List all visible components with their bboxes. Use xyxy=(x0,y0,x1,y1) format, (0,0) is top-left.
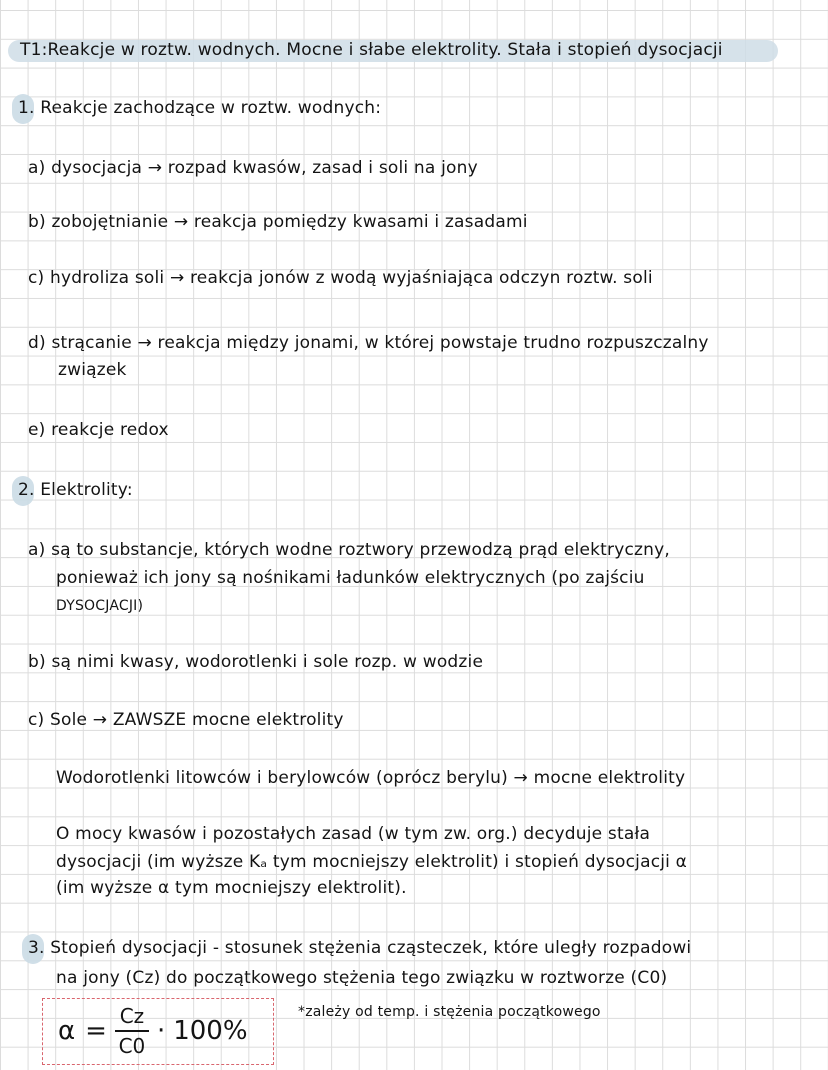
list-item: c) Sole → ZAWSZE mocne elektrolity xyxy=(28,710,344,730)
list-item: b) są nimi kwasy, wodorotlenki i sole rozp. w wodzie xyxy=(28,652,484,672)
formula-times: · xyxy=(156,1015,166,1046)
list-item: d) strącanie → reakcja między jonami, w której powstaje trudno rozpuszczalny xyxy=(28,333,709,353)
section-3-heading-continuation: na jony (Cz) do początkowego stężenia tego związku w roztworze (C0) xyxy=(56,968,668,988)
page-title: T1:Reakcje w roztw. wodnych. Mocne i słabe elektrolity. Stała i stopień dysocjacji xyxy=(20,40,723,60)
list-item: c) hydroliza soli → reakcja jonów z wodą wyjaśniająca odczyn roztw. soli xyxy=(28,268,653,288)
formula-numerator: Cz xyxy=(119,1004,145,1028)
formula-fraction xyxy=(115,1004,149,1058)
list-item: b) zobojętnianie → reakcja pomiędzy kwasami i zasadami xyxy=(28,212,528,232)
list-item: a) dysocjacja → rozpad kwasów, zasad i soli na jony xyxy=(28,158,478,178)
section-2-heading: 2. Elektrolity: xyxy=(18,480,133,500)
paragraph-line: Wodorotlenki litowców i berylowców (oprócz berylu) → mocne elektrolity xyxy=(56,768,686,788)
formula-denominator: C0 xyxy=(118,1033,146,1058)
dissociation-degree-formula xyxy=(58,1004,248,1058)
list-item-continuation: ponieważ ich jony są nośnikami ładunków elektrycznych (po zajściu xyxy=(56,568,645,588)
paragraph-line: (im wyższe α tym mocniejszy elektrolit). xyxy=(56,878,407,898)
paragraph-line: O mocy kwasów i pozostałych zasad (w tym zw. org.) decyduje stała xyxy=(56,824,651,844)
paragraph-line: dysocjacji (im wyższe Kₐ tym mocniejszy elektrolit) i stopień dysocjacji α xyxy=(56,852,688,872)
fraction-bar xyxy=(115,1030,149,1032)
list-item-continuation: związek xyxy=(58,360,127,380)
formula-equals: = xyxy=(85,1015,107,1046)
section-3-heading: 3. Stopień dysocjacji - stosunek stężenia cząsteczek, które uległy rozpadowi xyxy=(28,938,692,958)
list-item-continuation: DYSOCJACJI) xyxy=(56,598,144,614)
formula-factor: 100% xyxy=(173,1015,248,1046)
list-item: e) reakcje redox xyxy=(28,420,169,440)
formula-alpha: α xyxy=(58,1015,76,1046)
section-1-heading: 1. Reakcje zachodzące w roztw. wodnych: xyxy=(18,98,382,118)
list-item: a) są to substancje, których wodne roztwory przewodzą prąd elektryczny, xyxy=(28,540,670,560)
formula-note: *zależy od temp. i stężenia początkowego xyxy=(298,1004,601,1020)
